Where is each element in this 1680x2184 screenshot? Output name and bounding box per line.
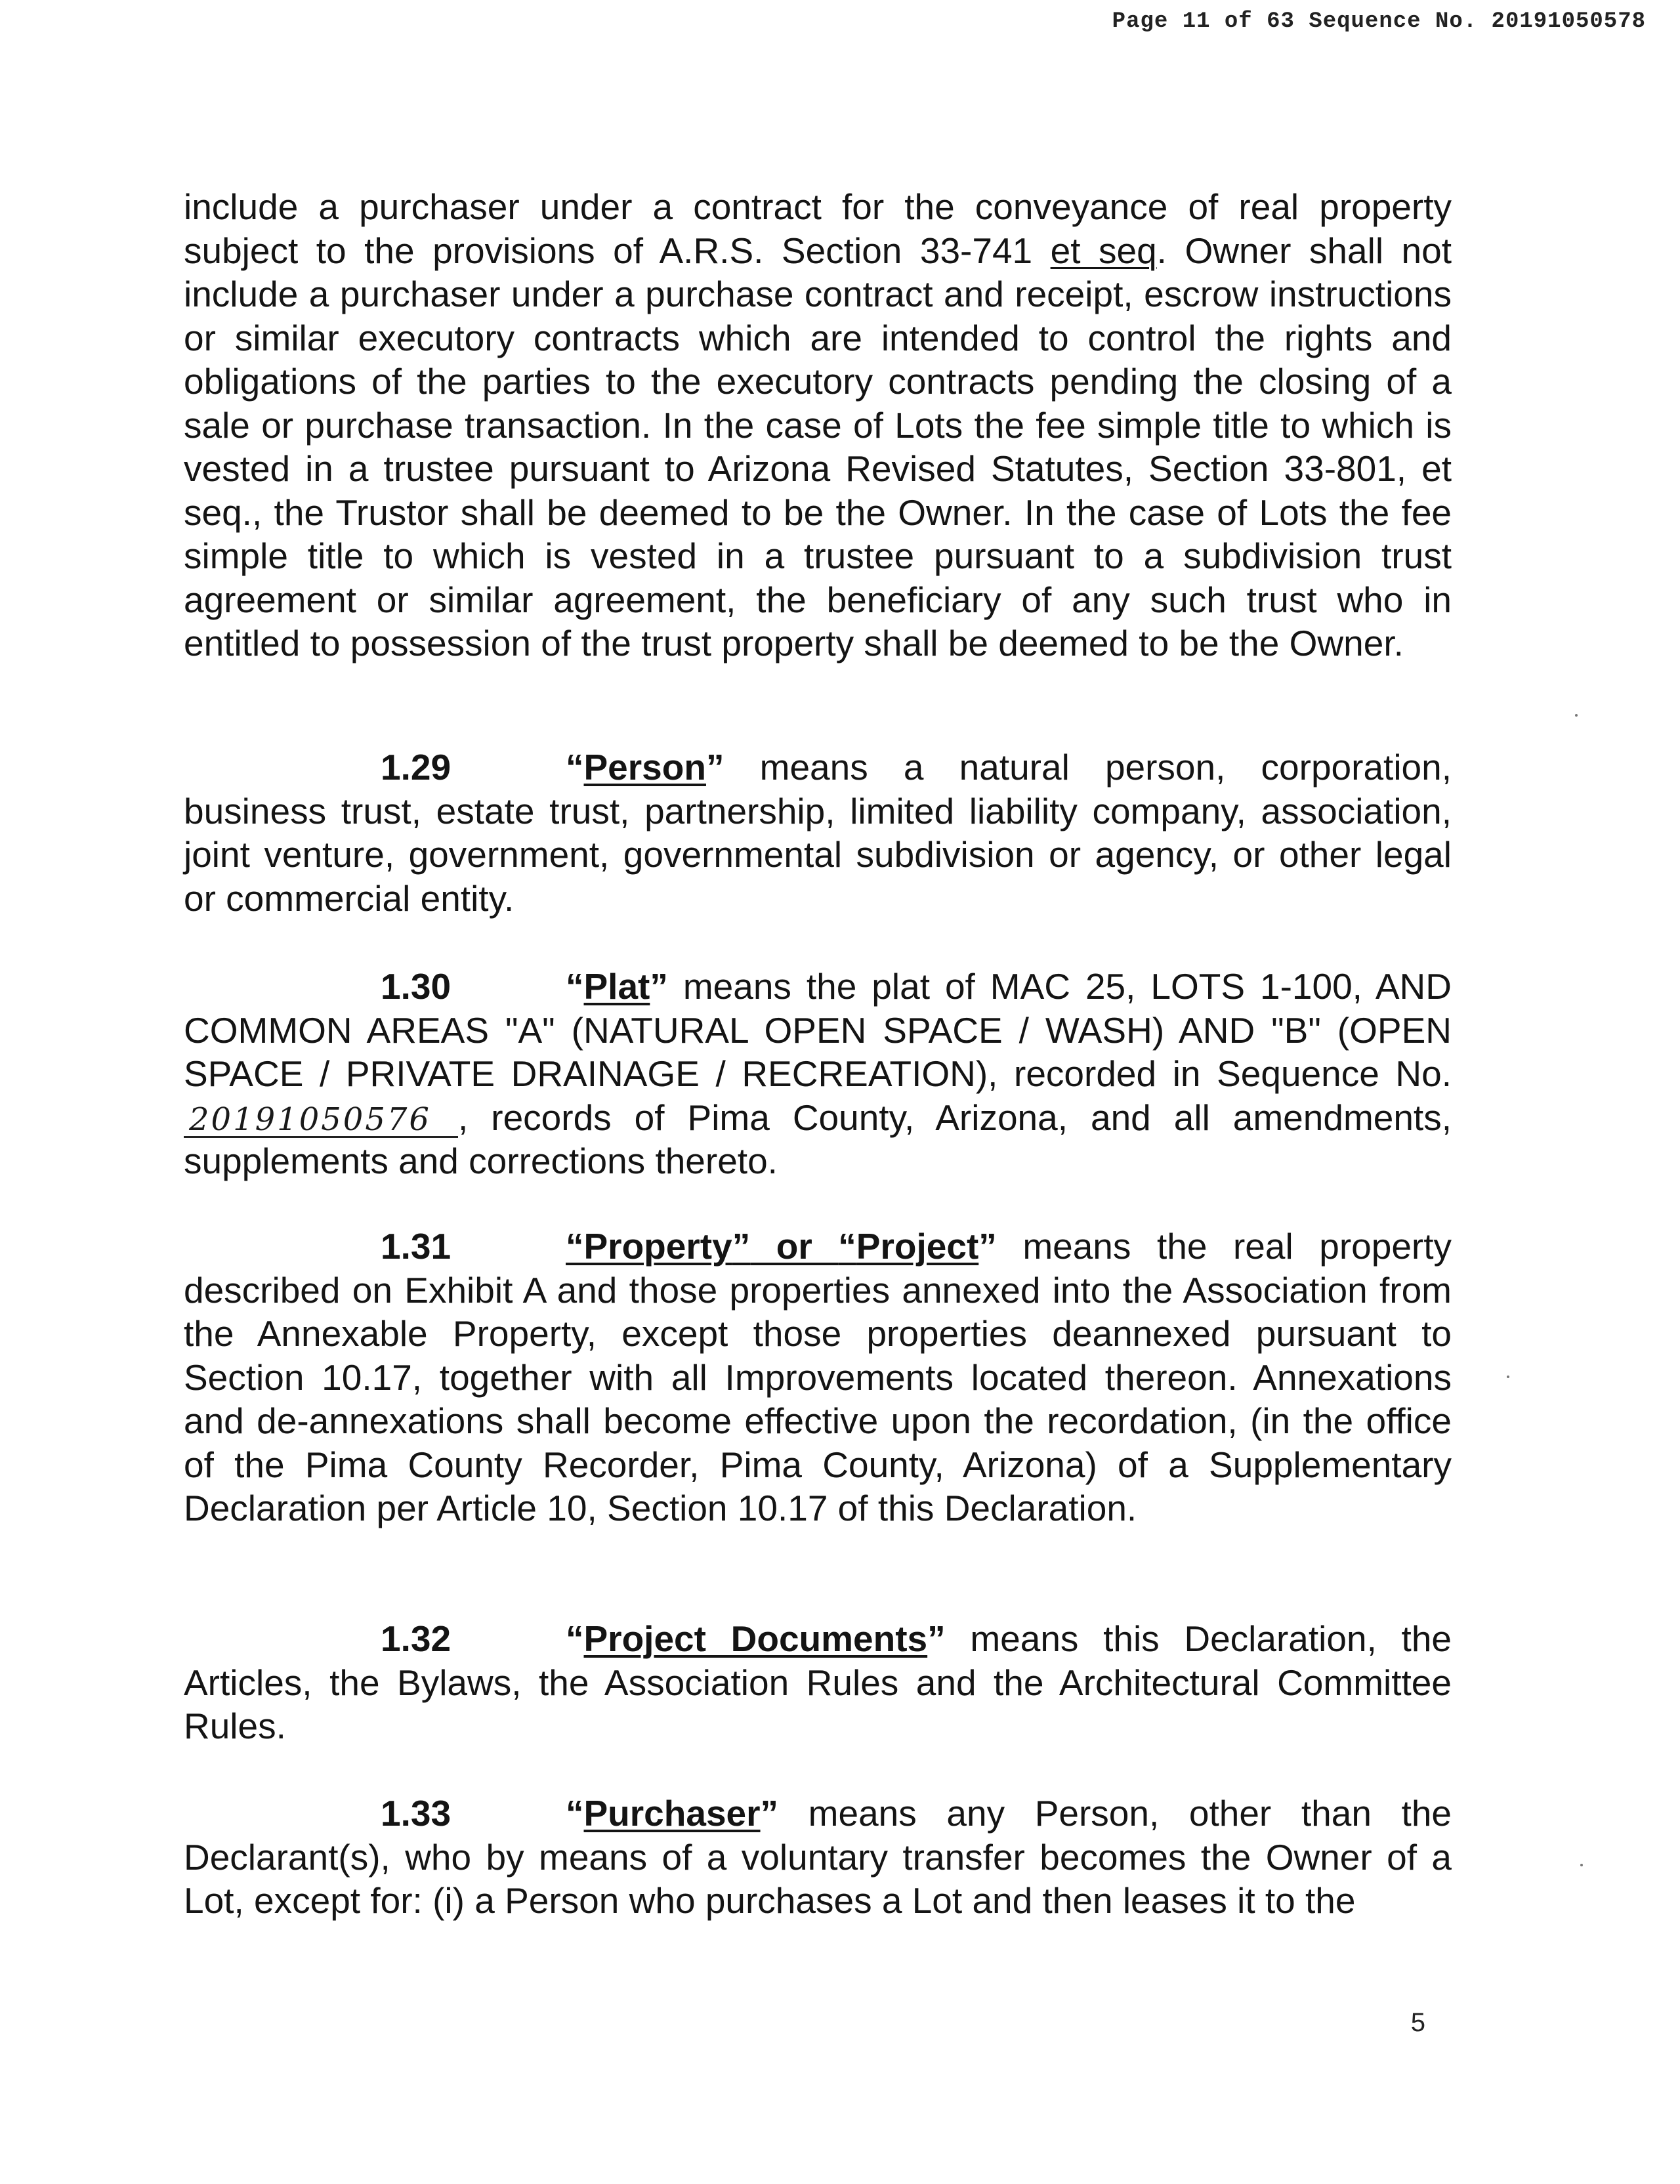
quote-close: ” <box>978 1226 997 1267</box>
quote-open: “ <box>566 1793 584 1834</box>
term-connector: or <box>750 1226 839 1267</box>
definition-text: means the real property described on Exhibit A and those properties annexed into the Association from the Annexable Property, except those properties deannexed pursuant to Section 10.17, together with all Improvements located thereon. Annexations and de-annexations shall become effective upon the recordation, (in the office of the Pima County Recorder, Pima County, Arizona) of a Supplementary Declaration per Article 10, Section 10.17 of this Declaration. <box>184 1226 1452 1528</box>
term-property-or-project <box>566 1226 978 1267</box>
definition-text-before: means the plat of MAC 25, LOTS 1-100, AND COMMON AREAS "A" (NATURAL OPEN SPACE / WASH) AND "B" (OPEN SPACE / PRIVATE DRAINAGE / RECREATION), recorded in Sequence No. <box>184 966 1452 1094</box>
section-1-30 <box>184 965 1452 1183</box>
term-property: Property <box>583 1226 732 1267</box>
quote-close: ” <box>732 1226 751 1267</box>
scan-speck <box>1580 1864 1583 1866</box>
term-project-documents: Project Documents <box>583 1618 928 1659</box>
definition-text: means a natural person, corporation, business trust, estate trust, partnership, limited liability company, association, joint venture, government, governmental subdivision or agency, or other legal or commercial entity. <box>184 747 1452 919</box>
quote-close: ” <box>760 1793 779 1834</box>
section-number: 1.31 <box>381 1226 452 1267</box>
section-1-31 <box>184 1225 1452 1530</box>
quote-open: “ <box>838 1226 856 1267</box>
definition-text-after: , records of Pima County, Arizona, and all amendments, supplements and corrections thereto. <box>184 1097 1452 1181</box>
owner-definition-text <box>184 185 1452 665</box>
quote-open: “ <box>566 1618 584 1659</box>
term-purchaser: Purchaser <box>583 1793 761 1834</box>
term-plat: Plat <box>583 966 650 1007</box>
quote-open: “ <box>566 966 584 1007</box>
et-seq-underlined: et seq <box>1050 230 1157 271</box>
defined-term <box>566 1793 778 1834</box>
person-definition <box>184 746 1452 920</box>
page-sequence-header: Page 11 of 63 Sequence No. 20191050578 <box>1112 9 1646 34</box>
defined-term <box>566 1618 946 1659</box>
section-number: 1.29 <box>381 747 452 788</box>
term-person: Person <box>583 747 706 788</box>
scan-speck <box>1507 1376 1509 1378</box>
quote-open: “ <box>566 747 584 788</box>
defined-term <box>566 966 668 1007</box>
scan-speck <box>1575 714 1578 717</box>
definition-text: means any Person, other than the Declarant(s), who by means of a voluntary transfer becomes the Owner of a Lot, except for: (i) a Person who purchases a Lot and then leases it to the <box>184 1793 1452 1921</box>
defined-term <box>566 747 724 788</box>
quote-close: ” <box>705 747 724 788</box>
defined-term <box>566 1226 997 1267</box>
handwritten-sequence-number: 20191050576 <box>184 1103 458 1138</box>
section-number: 1.30 <box>381 966 452 1007</box>
page-number: 5 <box>1410 2008 1425 2037</box>
section-1-33 <box>184 1792 1452 1923</box>
property-project-definition <box>184 1225 1452 1530</box>
plat-definition <box>184 965 1452 1183</box>
quote-close: ” <box>927 1618 946 1659</box>
section-1-29 <box>184 746 1452 920</box>
quote-open: “ <box>566 1226 584 1267</box>
definition-text: means this Declaration, the Articles, the Bylaws, the Association Rules and the Architectural Committee Rules. <box>184 1618 1452 1746</box>
paragraph-owner-continuation <box>184 185 1452 665</box>
section-number: 1.32 <box>381 1618 452 1659</box>
section-1-32 <box>184 1617 1452 1748</box>
intro-text-part-2: . Owner shall not include a purchaser under a purchase contract and receipt, escrow instructions or similar executory contracts which are intended to control the rights and obligations of the parties to the executory contracts pending the closing of a sale or purchase transaction. In the case of Lots the fee simple title to which is vested in a trustee pursuant to Arizona Revised Statutes, Section 33-801, et seq., the Trustor shall be deemed to be the Owner. In the case of Lots the fee simple title to which is vested in a trustee pursuant to a subdivision trust agreement or similar agreement, the beneficiary of any such trust who in entitled to possession of the trust property shall be deemed to be the Owner. <box>184 230 1452 663</box>
term-project: Project <box>856 1226 979 1267</box>
purchaser-definition <box>184 1792 1452 1923</box>
project-documents-definition <box>184 1617 1452 1748</box>
quote-close: ” <box>650 966 668 1007</box>
intro-text-part-1: include a purchaser under a contract for the conveyance of real property subject to the provisions of A.R.S. Section 33-741 <box>184 186 1452 271</box>
section-number: 1.33 <box>381 1793 452 1834</box>
